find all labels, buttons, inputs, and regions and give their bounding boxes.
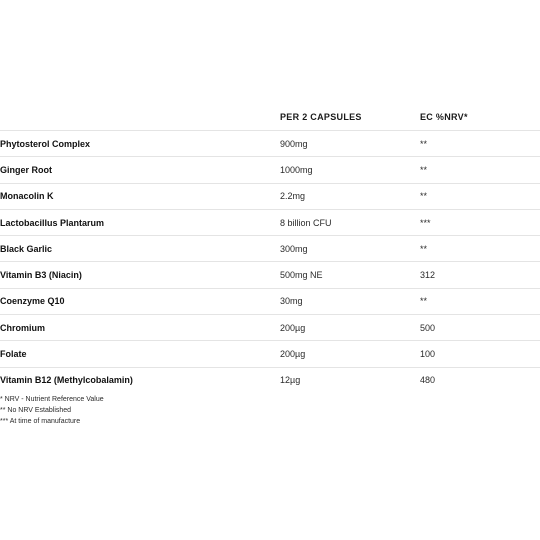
table-row xyxy=(0,341,540,367)
table-row xyxy=(0,288,540,314)
footnote-manufacture: *** At time of manufacture xyxy=(0,418,81,425)
table-row xyxy=(0,131,540,157)
ingredient-nrv: ** xyxy=(420,131,540,157)
ingredient-name: Folate xyxy=(0,341,280,367)
ingredient-name: Phytosterol Complex xyxy=(0,131,280,157)
footnotes xyxy=(0,394,104,427)
table-row xyxy=(0,183,540,209)
table-row xyxy=(0,367,540,393)
header-per-2-capsules: PER 2 CAPSULES xyxy=(280,104,420,131)
ingredient-amount: 30mg xyxy=(280,288,420,314)
ingredient-amount: 300mg xyxy=(280,236,420,262)
header-ec-nrv: EC %NRV* xyxy=(420,104,540,131)
ingredient-nrv: ** xyxy=(420,288,540,314)
ingredient-name: Lactobacillus Plantarum xyxy=(0,209,280,235)
header-ingredient xyxy=(0,104,280,131)
ingredient-name: Monacolin K xyxy=(0,183,280,209)
ingredient-amount: 2.2mg xyxy=(280,183,420,209)
ingredient-amount: 900mg xyxy=(280,131,420,157)
ingredient-name: Ginger Root xyxy=(0,157,280,183)
ingredient-amount: 12µg xyxy=(280,375,301,386)
ingredient-name: Coenzyme Q10 xyxy=(0,288,280,314)
ingredient-name: Black Garlic xyxy=(0,236,280,262)
ingredient-nrv: ** xyxy=(420,157,540,183)
ingredient-nrv: ** xyxy=(420,236,540,262)
footnote-no-nrv: ** No NRV Established xyxy=(0,407,72,414)
ingredient-nrv: 312 xyxy=(420,262,540,288)
table-header-row xyxy=(0,104,540,131)
ingredient-name: Vitamin B12 (Methylcobalamin) xyxy=(0,375,133,386)
table-row xyxy=(0,236,540,262)
ingredient-nrv: 480 xyxy=(420,375,436,386)
ingredient-nrv: 100 xyxy=(420,341,540,367)
nutrition-table xyxy=(0,104,540,393)
ingredient-name: Chromium xyxy=(0,315,280,341)
ingredient-amount: 500mg NE xyxy=(280,262,420,288)
ingredient-name: Vitamin B3 (Niacin) xyxy=(0,262,280,288)
ingredient-nrv: 500 xyxy=(420,315,540,341)
ingredient-nrv: *** xyxy=(420,209,540,235)
ingredient-amount: 200µg xyxy=(280,315,420,341)
ingredient-amount: 8 billion CFU xyxy=(280,209,420,235)
table-row xyxy=(0,262,540,288)
ingredient-nrv: ** xyxy=(420,183,540,209)
ingredient-amount: 200µg xyxy=(280,341,420,367)
ingredient-amount: 1000mg xyxy=(280,157,420,183)
table-row xyxy=(0,315,540,341)
footnote-nrv: * NRV - Nutrient Reference Value xyxy=(0,396,104,403)
table-row xyxy=(0,157,540,183)
table-row xyxy=(0,209,540,235)
